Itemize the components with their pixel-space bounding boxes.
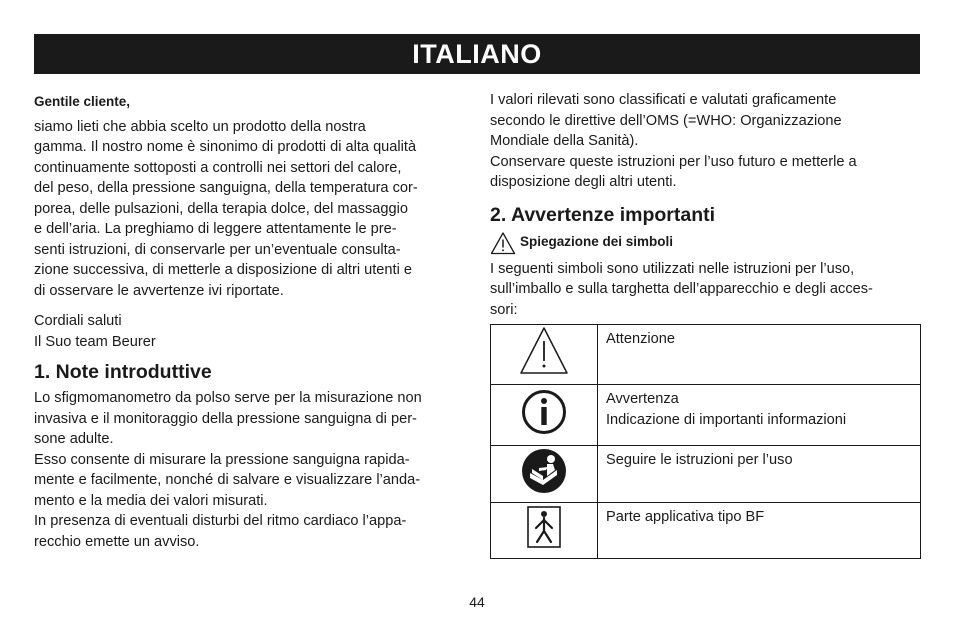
text-line: e dell’aria. La preghiamo di leggere attentamente le pre- (34, 221, 397, 237)
symbols-intro (490, 259, 922, 321)
table-row (491, 385, 921, 446)
text-line: sull’imballo e sulla targhetta dell’apparecchio e degli acces- (490, 281, 873, 297)
symbol-text: Seguire le istruzioni per l’uso (606, 452, 793, 468)
symbols-subheading-label: Spiegazione dei simboli (520, 234, 674, 250)
symbol-text: Parte applicativa tipo BF (606, 509, 765, 525)
symbol-icon-cell (491, 385, 598, 446)
symbol-icon-cell (491, 325, 598, 385)
page-title: ITALIANO (412, 39, 542, 69)
symbol-description (598, 503, 921, 559)
symbols-subheading (490, 231, 922, 255)
section-1-heading: 1. Note introduttive (34, 361, 212, 383)
text-line: siamo lieti che abbia scelto un prodotto della nostra (34, 118, 366, 135)
text-line: Lo sfigmomanometro da polso serve per la misurazione non (34, 390, 422, 406)
text-line: secondo le direttive dell’OMS (=WHO: Organizzazione (490, 112, 842, 129)
text-line: mente e facilmente, nonché di salvare e visualizzare l’anda- (34, 472, 421, 488)
text-line: recchio emette un avviso. (34, 533, 200, 550)
text-line: continuamente sottoposti a controlli nei settori del calore, (34, 159, 402, 176)
warning-triangle-icon (490, 231, 516, 255)
symbol-description (598, 325, 921, 385)
greeting: Gentile cliente, (34, 94, 131, 109)
symbol-icon-cell (491, 503, 598, 559)
symbol-description (598, 446, 921, 503)
intro-paragraph (34, 117, 466, 302)
text-line: sone adulte. (34, 431, 114, 447)
text-line: mento e la media dei valori misurati. (34, 492, 268, 509)
section-1-body (34, 388, 466, 552)
signature: Il Suo team Beurer (34, 333, 156, 350)
table-row (491, 446, 921, 503)
closing: Cordiali saluti (34, 313, 122, 329)
symbol-description (598, 385, 921, 446)
page-number: 44 (469, 594, 485, 610)
symbol-text: Avvertenza (606, 391, 679, 407)
type-bf-applied-part-icon (527, 506, 561, 548)
text-line: I valori rilevati sono classificati e valutati graficamente (490, 92, 837, 108)
read-manual-icon (521, 448, 567, 494)
text-line: I seguenti simboli sono utilizzati nelle istruzioni per l’uso, (490, 260, 855, 277)
section-2-heading: 2. Avvertenze importanti (490, 203, 716, 226)
warning-triangle-icon (519, 326, 569, 376)
text-line: del peso, della pressione sanguigna, della temperatura cor- (34, 180, 418, 196)
table-row (491, 503, 921, 559)
text-line: invasiva e il monitoraggio della pressione sanguigna di per- (34, 410, 417, 427)
right-intro-paragraph (490, 90, 922, 193)
text-line: Mondiale della Sanità). (490, 133, 639, 149)
symbol-text: Indicazione di importanti informazioni (606, 412, 847, 428)
text-line: porea, delle pulsazioni, della terapia dolce, del massaggio (34, 200, 409, 217)
text-line: Conservare queste istruzioni per l’uso futuro e metterle a (490, 153, 857, 170)
table-row (491, 325, 921, 385)
text-line: senti istruzioni, di conservarle per un’eventuale consulta- (34, 241, 401, 258)
page-title-banner (34, 34, 920, 74)
symbol-icon-cell (491, 446, 598, 503)
right-column (490, 90, 922, 559)
text-line: zione successiva, di metterle a disposizione di altri utenti e (34, 262, 413, 278)
text-line: Esso consente di misurare la pressione sanguigna rapida- (34, 451, 410, 468)
text-line: In presenza di eventuali disturbi del ritmo cardiaco l’appa- (34, 513, 407, 529)
text-line: sori: (490, 301, 518, 318)
symbols-table (490, 324, 921, 559)
text-line: gamma. Il nostro nome è sinonimo di prodotti di alta qualità (34, 139, 417, 155)
left-column (34, 90, 466, 552)
symbol-text: Attenzione (606, 331, 675, 347)
text-line: disposizione degli altri utenti. (490, 174, 677, 190)
text-line: di osservare le avvertenze ivi riportate. (34, 282, 284, 299)
info-circle-icon (521, 389, 567, 435)
